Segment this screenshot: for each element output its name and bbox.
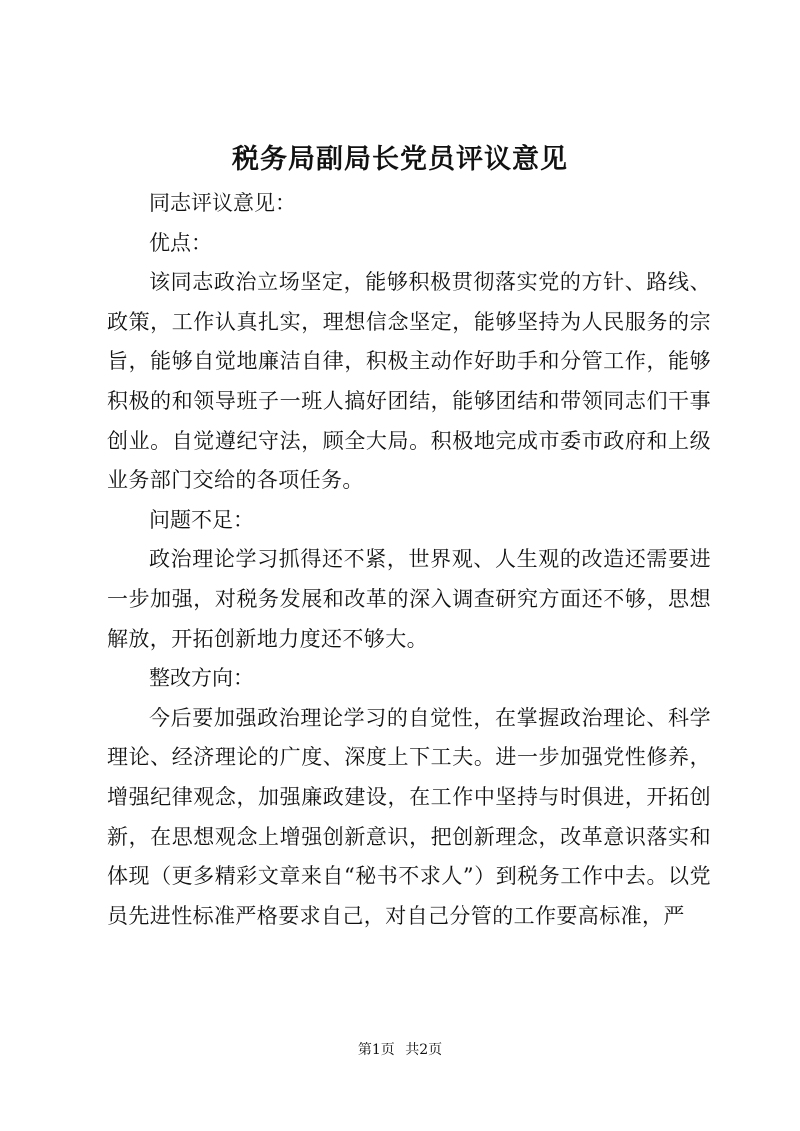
section-label-problems: 问题不足： xyxy=(149,507,254,532)
document-body xyxy=(107,184,711,936)
page-total: 共2页 xyxy=(405,1042,443,1058)
section-label-strengths: 优点： xyxy=(149,230,212,255)
page-footer xyxy=(0,1040,800,1060)
document-title: 税务局副局长党员评议意见 xyxy=(232,144,568,175)
paragraph-problems: 政治理论学习抓得还不紧，世界观、人生观的改造还需要进一步加强，对税务发展和改革的深入调查研究方面还不够，思想解放，开拓创新地力度还不够大。 xyxy=(107,547,711,651)
page-number: 第1页 xyxy=(357,1042,395,1058)
section-label-rectification: 整改方向： xyxy=(149,666,254,691)
section-label-comment: 同志评议意见： xyxy=(149,191,296,215)
paragraph-rectification: 今后要加强政治理论学习的自觉性，在掌握政治理论、科学理论、经济理论的广度、深度上下工夫。进一步加强党性修养，增强纪律观念，加强廉政建设，在工作中坚持与时俱进，开拓创新，在思想观念上增强创新意识，把创新理念，改革意识落实和体现（更多精彩文章来自“秘书不求人”）到税务工作中去。以党员先进性标准严格要求自己，对自己分管的工作要高标准，严 xyxy=(107,705,711,928)
paragraph-strengths: 该同志政治立场坚定，能够积极贯彻落实党的方针、路线、政策，工作认真扎实，理想信念坚定，能够坚持为人民服务的宗旨，能够自觉地廉洁自律，积极主动作好助手和分管工作，能够积极的和领导班子一班人搞好团结，能够团结和带领同志们干事创业。自觉遵纪守法，顾全大局。积极地完成市委市政府和上级业务部门交给的各项任务。 xyxy=(107,270,711,493)
